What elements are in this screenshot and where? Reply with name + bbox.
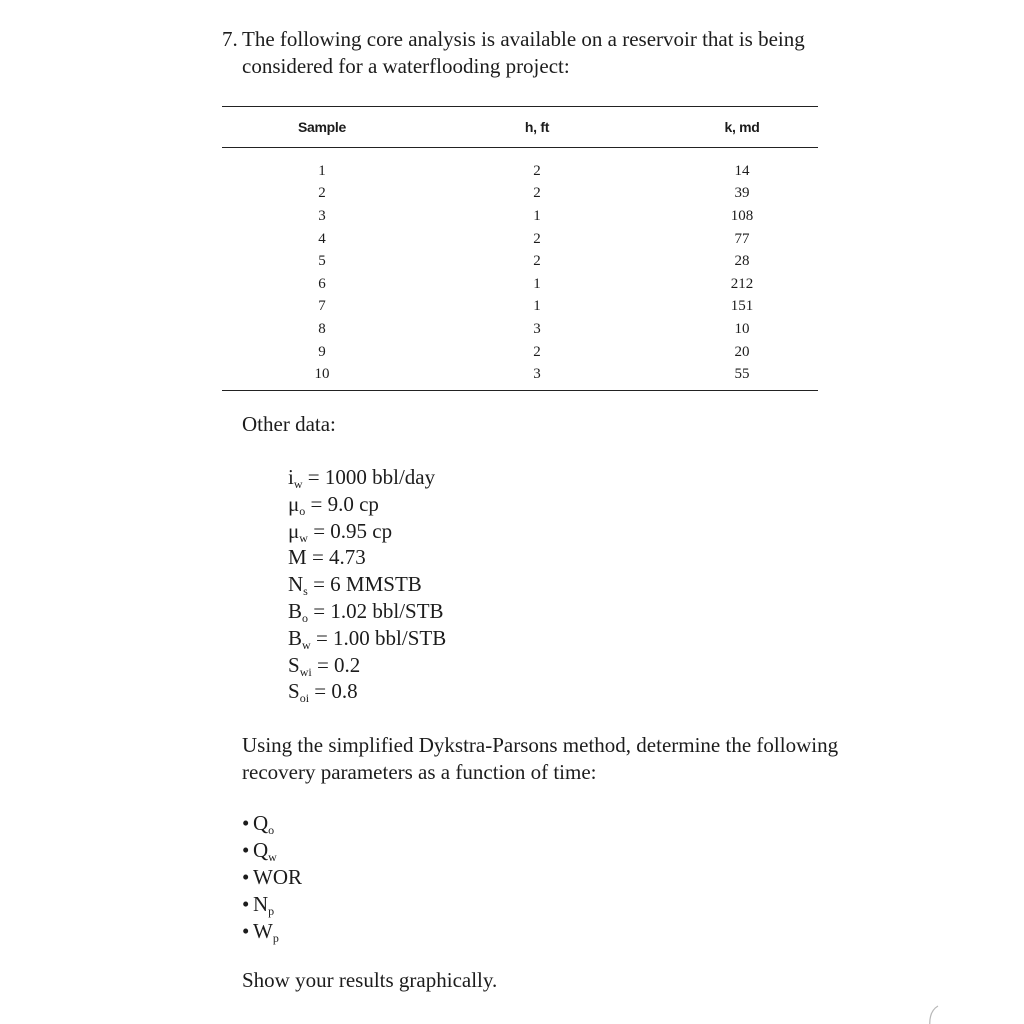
cell-sample: 10: [314, 366, 330, 383]
cell-permeability: 39: [734, 185, 750, 202]
cell-permeability: 212: [730, 275, 754, 292]
table-bottom-rule: [222, 390, 818, 391]
cell-permeability: 55: [734, 366, 750, 383]
cell-sample: 8: [318, 320, 326, 337]
cell-permeability: 20: [734, 343, 750, 360]
question-number: 7.: [222, 27, 238, 51]
parameter-item: • $Q_o$: [242, 811, 275, 837]
table-row: [222, 341, 818, 364]
cell-sample: 3: [318, 207, 326, 224]
instruction-line-2: recovery parameters as a function of time:: [242, 760, 597, 784]
cell-sample: 4: [318, 230, 326, 247]
parameter-item: • WOR: [242, 865, 302, 889]
page-curl-mark-icon: [926, 1004, 940, 1024]
cell-thickness: 2: [533, 253, 541, 270]
table-row: [222, 183, 818, 206]
table-row: [222, 273, 818, 296]
cell-permeability: 151: [730, 298, 754, 315]
cell-sample: 5: [318, 253, 326, 270]
other-data-list: [288, 464, 446, 705]
cell-permeability: 108: [730, 207, 754, 224]
instruction-line-1: Using the simplified Dykstra-Parsons method, determine the following: [242, 733, 839, 757]
bullet-icon: •: [242, 865, 250, 889]
cell-sample: 9: [318, 343, 326, 360]
cell-sample: 1: [318, 162, 326, 179]
question-line-1: 7. The following core analysis is available on a reservoir that is being: [222, 27, 805, 51]
bullet-icon: •: [242, 919, 250, 943]
equation-line: $S_{oi} = 0.8$: [288, 679, 358, 706]
cell-sample: 7: [318, 298, 326, 315]
cell-sample: 6: [318, 275, 326, 292]
cell-permeability: 28: [734, 253, 750, 270]
question-text: [222, 26, 822, 80]
table-row: [222, 318, 818, 341]
closing-text: Show your results graphically.: [242, 968, 498, 992]
cell-thickness: 3: [533, 366, 541, 383]
cell-thickness: 1: [533, 298, 541, 315]
table-row: [222, 296, 818, 319]
cell-thickness: 3: [533, 320, 541, 337]
core-analysis-table: [222, 106, 818, 391]
equation-line: $N_s = 6$ MMSTB: [288, 572, 422, 599]
header-sample: Sample: [298, 119, 346, 135]
equation-line: $S_{wi} = 0.2$: [288, 652, 361, 679]
header-thickness: h, ft: [524, 119, 550, 135]
cell-thickness: 2: [533, 343, 541, 360]
table-row: [222, 160, 818, 183]
bullet-icon: •: [242, 811, 250, 835]
cell-permeability: 14: [734, 162, 750, 179]
table-header-row: [222, 107, 818, 147]
table-row: [222, 250, 818, 273]
equation-line: $B_o = 1.02$ bbl/STB: [288, 598, 444, 625]
parameter-item: • $Q_w$: [242, 838, 277, 864]
cell-permeability: 77: [734, 230, 750, 247]
cell-thickness: 2: [533, 162, 541, 179]
cell-thickness: 1: [533, 207, 541, 224]
cell-sample: 2: [318, 185, 326, 202]
cell-thickness: 1: [533, 275, 541, 292]
equation-line: $\mu_o = 9.0$ cp: [288, 491, 379, 518]
parameter-item: • $N_p$: [242, 892, 275, 918]
table-row: [222, 228, 818, 251]
cell-thickness: 2: [533, 185, 541, 202]
table-row: [222, 363, 818, 386]
other-data-label: Other data:: [242, 412, 336, 436]
parameter-list: [242, 810, 302, 945]
parameter-item: • $W_p$: [242, 919, 279, 945]
instruction-text: [242, 732, 842, 786]
header-permeability: k, md: [724, 119, 760, 135]
equation-line: $\mu_w = 0.95$ cp: [288, 518, 393, 545]
equation-line: $B_w = 1.00$ bbl/STB: [288, 625, 447, 652]
table-body: [222, 148, 818, 390]
question-line-2: considered for a waterflooding project:: [242, 54, 570, 78]
equation-line: M = 4.73: [288, 545, 366, 570]
cell-permeability: 10: [734, 320, 750, 337]
equation-line: $i_w = 1000$ bbl/day: [288, 465, 436, 491]
table-row: [222, 205, 818, 228]
cell-thickness: 2: [533, 230, 541, 247]
bullet-icon: •: [242, 838, 250, 862]
bullet-icon: •: [242, 892, 250, 916]
